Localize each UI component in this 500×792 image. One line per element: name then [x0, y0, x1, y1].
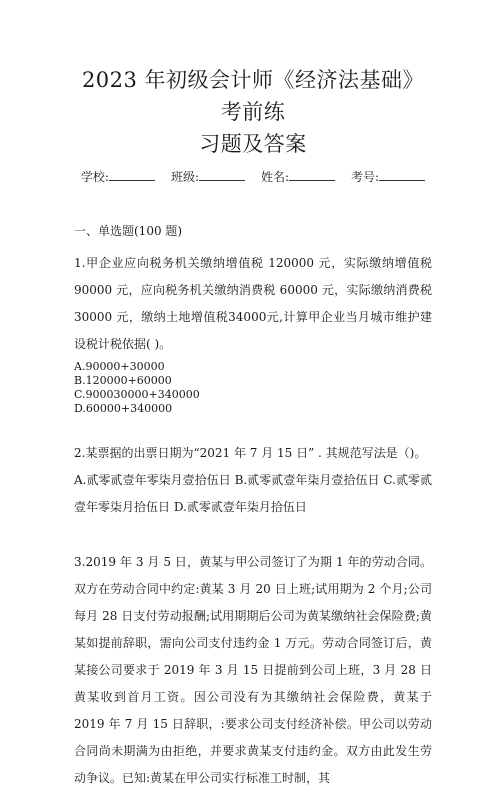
name-field	[261, 168, 335, 186]
exam-page	[0, 64, 500, 785]
exam-number-blank	[379, 168, 425, 181]
title-line-2: 习题及答案	[199, 132, 307, 156]
option-b: B.120000+60000	[74, 374, 172, 387]
class-field	[171, 168, 245, 186]
class-label: 班级:	[170, 170, 199, 184]
school-label: 学校:	[80, 170, 109, 184]
option-d: D.60000+340000	[74, 402, 173, 415]
question-1	[74, 250, 432, 416]
section-heading: 一、单选题(100 题)	[74, 224, 183, 238]
exam-number-label: 考号:	[351, 170, 380, 184]
question-2-text: 2.某票据的出票日期为“2021 年 7 月 15 日” . 其规范写法是（)。	[74, 446, 427, 460]
question-3-text: 3.2019 年 3 月 5 日，黄某与甲公司签订了为期 1 年的劳动合同。双方在劳动合同中约定:黄某 3 月 20 日上班;试用期为 2 个月;公司每月 28 日支付劳动报酬;试用期期后公司为黄某缴纳社会保险费;黄某如提前辞职，需向公司支付违约金 1 万元。劳动合同签订后，黄某接公司要求于 2019 年 3 月 15 日提前到公司上班，3 月 28 日黄某收到首月工资。因公司没有为其缴纳社会保险费，黄某于 2019 年 7 月 15 日辞职，:要求公司支付经济补偿。甲公司以劳动合同尚未期满为由拒绝，并要求黄某支付违约金。双方由此发生劳动争议。已知:黄某在甲公司实行标准工时制，其	[74, 555, 432, 785]
school-field	[81, 168, 155, 186]
name-blank	[289, 168, 335, 181]
document-title	[74, 64, 432, 160]
question-3	[74, 549, 432, 792]
question-1-options	[74, 360, 432, 416]
student-info-row	[74, 168, 432, 186]
option-a: A.90000+30000	[74, 360, 165, 373]
question-2	[74, 440, 432, 521]
option-c: C.900030000+340000	[74, 388, 200, 401]
exam-number-field	[351, 168, 425, 186]
title-line-1: 2023 年初级会计师《经济法基础》考前练	[81, 68, 425, 124]
question-2-options: A.贰零贰壹年零柒月壹拾伍日 B.贰零贰壹年柒月壹拾伍日 C.贰零贰壹年零柒月拾伍日 D.贰零贰壹年柒月拾伍日	[74, 473, 432, 514]
class-blank	[199, 168, 245, 181]
school-blank	[109, 168, 155, 181]
name-label: 姓名:	[261, 170, 290, 184]
question-1-text: 1.甲企业应向税务机关缴纳增值税 120000 元，实际缴纳增值税 90000 元，应向税务机关缴纳消费税 60000 元，实际缴纳消费税 30000 元，缴纳土地增值税34000元,计算甲企业当月城市维护建设税计税依据( )。	[74, 256, 432, 351]
